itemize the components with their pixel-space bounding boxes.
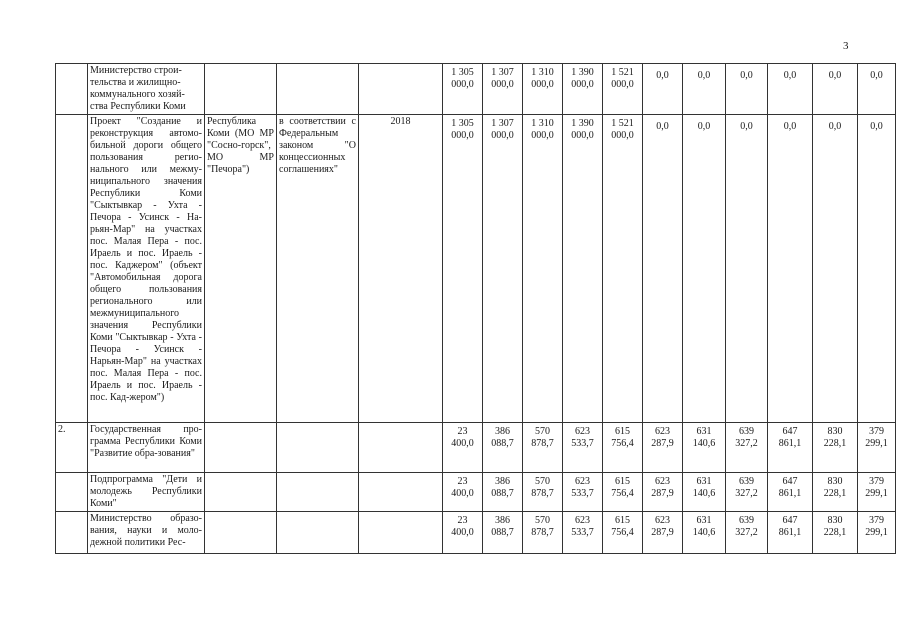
value-cell: 1 390 000,0 — [563, 64, 603, 115]
value-cell: 1 310 000,0 — [523, 115, 563, 423]
value-cell: 647 861,1 — [768, 423, 813, 473]
name-cell: Проект "Создание и реконструкция автомо-бильной дороги общего пользования регио-нального или межму-ниципального значения Республики Коми "Сыктывкар - Ухта - Печора - Усинск - На-рьян-Мар" на участках пос. Малая Пера - пос. Ираель и пос. Ираель - пос. Каджером" (объект "Автомобильная дорога общего пользования регионального или межмуниципального значения Республики Коми "Сыктывкар - Ухта - Печора - Усинск - Нарьян-Мар" на участках пос. Малая Пера - пос. Ираель и пос. Ираель - пос. Кад-жером") — [88, 115, 205, 423]
value-cell: 0,0 — [858, 64, 896, 115]
table-row — [56, 115, 896, 423]
year-cell — [359, 64, 443, 115]
table-body — [56, 64, 896, 554]
value-cell: 631 140,6 — [683, 512, 726, 554]
value-cell: 0,0 — [683, 64, 726, 115]
value-cell: 0,0 — [726, 115, 768, 423]
value-cell: 1 305 000,0 — [443, 64, 483, 115]
value-cell: 386 088,7 — [483, 423, 523, 473]
table-row — [56, 64, 896, 115]
value-cell: 0,0 — [726, 64, 768, 115]
value-cell: 386 088,7 — [483, 512, 523, 554]
table-row — [56, 423, 896, 473]
value-cell: 623 533,7 — [563, 512, 603, 554]
year-cell — [359, 473, 443, 512]
value-cell: 0,0 — [768, 115, 813, 423]
value-cell: 379 299,1 — [858, 423, 896, 473]
value-cell: 23 400,0 — [443, 423, 483, 473]
row-number-cell — [56, 512, 88, 554]
basis-cell — [277, 423, 359, 473]
row-number-cell — [56, 473, 88, 512]
value-cell: 0,0 — [683, 115, 726, 423]
value-cell: 623 287,9 — [643, 512, 683, 554]
value-cell: 1 305 000,0 — [443, 115, 483, 423]
row-number-cell: 2. — [56, 423, 88, 473]
value-cell: 631 140,6 — [683, 423, 726, 473]
value-cell: 639 327,2 — [726, 423, 768, 473]
value-cell: 0,0 — [813, 115, 858, 423]
value-cell: 570 878,7 — [523, 512, 563, 554]
table-row — [56, 473, 896, 512]
value-cell: 615 756,4 — [603, 473, 643, 512]
year-cell — [359, 423, 443, 473]
value-cell: 623 533,7 — [563, 423, 603, 473]
value-cell: 0,0 — [813, 64, 858, 115]
value-cell: 0,0 — [768, 64, 813, 115]
year-cell — [359, 512, 443, 554]
value-cell: 1 310 000,0 — [523, 64, 563, 115]
basis-cell — [277, 64, 359, 115]
value-cell: 0,0 — [643, 64, 683, 115]
name-cell: Подпрограмма "Дети и молодежь Республики Коми" — [88, 473, 205, 512]
value-cell: 0,0 — [643, 115, 683, 423]
value-cell: 623 533,7 — [563, 473, 603, 512]
value-cell: 386 088,7 — [483, 473, 523, 512]
name-cell: Министерство строи- тельства и жилищно- коммунального хозяй- ства Республики Коми — [88, 64, 205, 115]
table-row — [56, 512, 896, 554]
executor-cell — [205, 512, 277, 554]
name-cell: Министерство образо-вания, науки и моло-дежной политики Рес- — [88, 512, 205, 554]
value-cell: 623 287,9 — [643, 473, 683, 512]
budget-table — [55, 63, 896, 554]
value-cell: 379 299,1 — [858, 512, 896, 554]
value-cell: 647 861,1 — [768, 473, 813, 512]
value-cell: 830 228,1 — [813, 473, 858, 512]
value-cell: 1 521 000,0 — [603, 115, 643, 423]
value-cell: 1 521 000,0 — [603, 64, 643, 115]
basis-cell — [277, 473, 359, 512]
name-cell: Государственная про-грамма Республики Коми "Развитие обра-зования" — [88, 423, 205, 473]
value-cell: 639 327,2 — [726, 473, 768, 512]
value-cell: 23 400,0 — [443, 473, 483, 512]
basis-cell: в соответствии с Федеральным законом "О концессионных соглашениях" — [277, 115, 359, 423]
value-cell: 570 878,7 — [523, 473, 563, 512]
executor-cell — [205, 423, 277, 473]
value-cell: 0,0 — [858, 115, 896, 423]
value-cell: 830 228,1 — [813, 512, 858, 554]
value-cell: 647 861,1 — [768, 512, 813, 554]
executor-cell — [205, 473, 277, 512]
value-cell: 1 307 000,0 — [483, 115, 523, 423]
year-cell: 2018 — [359, 115, 443, 423]
value-cell: 631 140,6 — [683, 473, 726, 512]
value-cell: 1 307 000,0 — [483, 64, 523, 115]
value-cell: 379 299,1 — [858, 473, 896, 512]
value-cell: 1 390 000,0 — [563, 115, 603, 423]
row-number-cell — [56, 64, 88, 115]
row-number-cell — [56, 115, 88, 423]
value-cell: 570 878,7 — [523, 423, 563, 473]
value-cell: 615 756,4 — [603, 512, 643, 554]
basis-cell — [277, 512, 359, 554]
executor-cell — [205, 64, 277, 115]
executor-cell: Республика Коми (МО МР "Сосно-горск", МО МР "Печора") — [205, 115, 277, 423]
value-cell: 623 287,9 — [643, 423, 683, 473]
value-cell: 23 400,0 — [443, 512, 483, 554]
page-number: 3 — [843, 40, 849, 52]
value-cell: 830 228,1 — [813, 423, 858, 473]
value-cell: 615 756,4 — [603, 423, 643, 473]
value-cell: 639 327,2 — [726, 512, 768, 554]
